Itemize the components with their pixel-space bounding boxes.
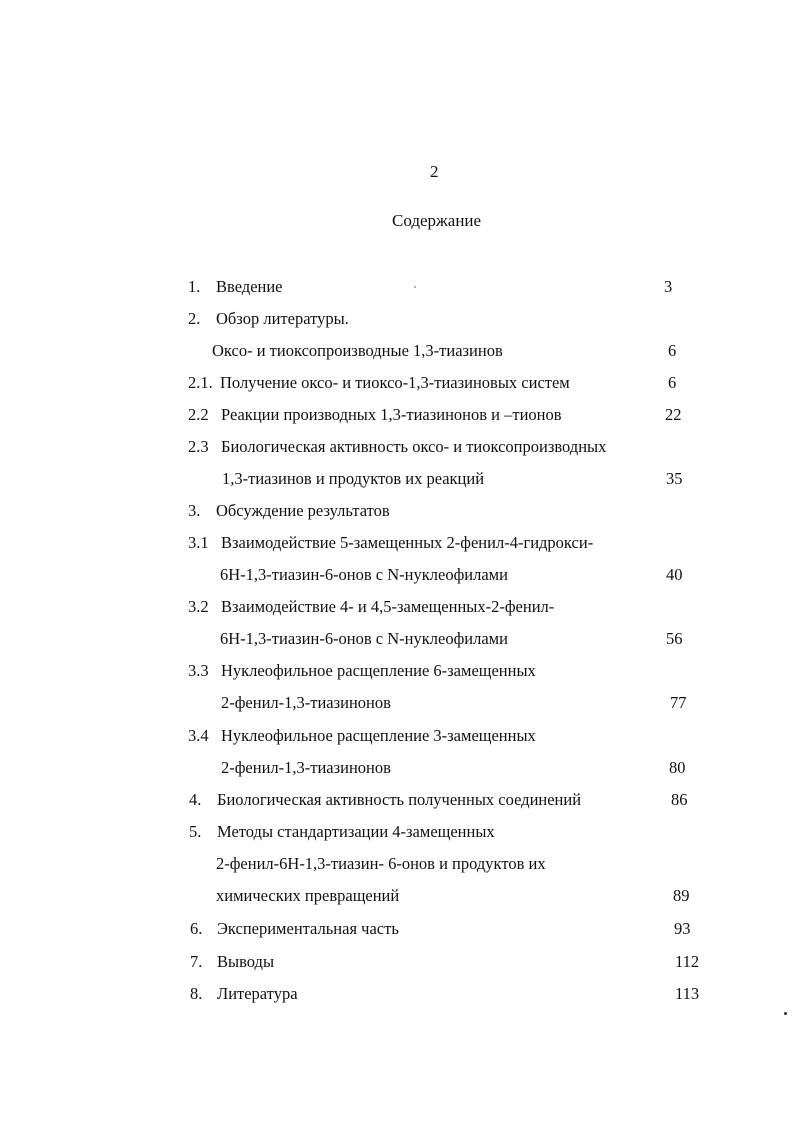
- toc-page: 6: [668, 341, 677, 360]
- toc-text: Нуклеофильное расщепление 3-замещенных: [221, 726, 536, 745]
- toc-text: 2-фенил-1,3-тиазинонов: [221, 693, 391, 712]
- toc-text: 6Н-1,3-тиазин-6-онов с N-нуклеофилами: [220, 565, 508, 584]
- toc-number: 1.: [188, 277, 201, 296]
- toc-page: 86: [671, 790, 688, 809]
- toc-number: 4.: [189, 790, 202, 809]
- toc-number: 5.: [189, 822, 202, 841]
- toc-entry: [188, 437, 606, 457]
- toc-entry: [188, 726, 536, 746]
- toc-number: 3.1: [188, 533, 209, 552]
- toc-entry: [220, 565, 508, 585]
- toc-entry: [188, 277, 283, 297]
- toc-text: Выводы: [217, 952, 275, 971]
- toc-entry: [188, 501, 390, 521]
- toc-number: 3.4: [188, 726, 209, 745]
- toc-page: 6: [668, 373, 677, 392]
- toc-page: 40: [666, 565, 683, 584]
- toc-number: 2.3: [188, 437, 209, 456]
- toc-page: 35: [666, 469, 683, 488]
- toc-number: 3.2: [188, 597, 209, 616]
- toc-text: Взаимодействие 4- и 4,5-замещенных-2-фенил-: [221, 597, 555, 616]
- toc-text: 2-фенил-6Н-1,3-тиазин- 6-онов и продуктов их: [216, 854, 546, 873]
- toc-number: 2.2: [188, 405, 209, 424]
- toc-entry: [216, 854, 546, 874]
- toc-text: Обсуждение результатов: [216, 501, 390, 520]
- toc-text: химических превращений: [216, 886, 400, 905]
- toc-entry: [188, 373, 570, 393]
- toc-entry: [188, 533, 593, 553]
- toc-text: 6Н-1,3-тиазин-6-онов с N-нуклеофилами: [220, 629, 508, 648]
- toc-page: 56: [666, 629, 683, 648]
- toc-page: 80: [669, 758, 686, 777]
- toc-number: 2.: [188, 309, 201, 328]
- toc-text: Обзор литературы.: [216, 309, 349, 328]
- toc-text: Литература: [217, 984, 298, 1003]
- toc-text: Взаимодействие 5-замещенных 2-фенил-4-гидрокси-: [221, 533, 594, 552]
- toc-entry: [188, 597, 554, 617]
- toc-entry: [222, 469, 484, 489]
- toc-page: 89: [673, 886, 690, 905]
- toc-text: Оксо- и тиоксопроизводные 1,3-тиазинов: [212, 341, 503, 360]
- toc-text: Получение оксо- и тиоксо-1,3-тиазиновых систем: [220, 373, 570, 392]
- toc-text: Биологическая активность оксо- и тиоксопроизводных: [221, 437, 607, 456]
- toc-entry: [190, 919, 399, 939]
- toc-text: Экспериментальная часть: [217, 919, 399, 938]
- toc-entry: [221, 758, 391, 778]
- toc-entry: [189, 790, 581, 810]
- toc-number: 8.: [190, 984, 203, 1003]
- toc-number: 7.: [190, 952, 203, 971]
- toc-page: 93: [674, 919, 691, 938]
- toc-text: Реакции производных 1,3-тиазинонов и –тионов: [221, 405, 562, 424]
- toc-page: 112: [675, 952, 700, 971]
- toc-number: 6.: [190, 919, 203, 938]
- toc-entry: [188, 309, 349, 329]
- page-title: Содержание: [392, 211, 482, 230]
- toc-text: Методы стандартизации 4-замещенных: [217, 822, 495, 841]
- page-number: 2: [430, 162, 439, 181]
- toc-text: Биологическая активность полученных соединений: [217, 790, 582, 809]
- toc-entry: [220, 629, 508, 649]
- toc-entry: [190, 952, 274, 972]
- toc-number: 3.3: [188, 661, 209, 680]
- toc-entry: [188, 405, 562, 425]
- toc-page: 77: [670, 693, 687, 712]
- toc-text: 1,3-тиазинов и продуктов их реакций: [222, 469, 485, 488]
- toc-entry: [189, 822, 495, 842]
- toc-number: 3.: [188, 501, 201, 520]
- toc-page: 113: [675, 984, 700, 1003]
- toc-page: 3: [664, 277, 673, 296]
- toc-page: 22: [665, 405, 682, 424]
- scan-speck: [414, 286, 416, 288]
- toc-entry: [221, 693, 391, 713]
- scan-speck: [784, 1012, 787, 1015]
- toc-text: Введение: [216, 277, 283, 296]
- toc-entry: [212, 341, 503, 361]
- toc-number: 2.1.: [188, 373, 213, 392]
- toc-entry: [216, 886, 399, 906]
- toc-entry: [190, 984, 298, 1004]
- toc-text: 2-фенил-1,3-тиазинонов: [221, 758, 391, 777]
- toc-text: Нуклеофильное расщепление 6-замещенных: [221, 661, 536, 680]
- toc-entry: [188, 661, 536, 681]
